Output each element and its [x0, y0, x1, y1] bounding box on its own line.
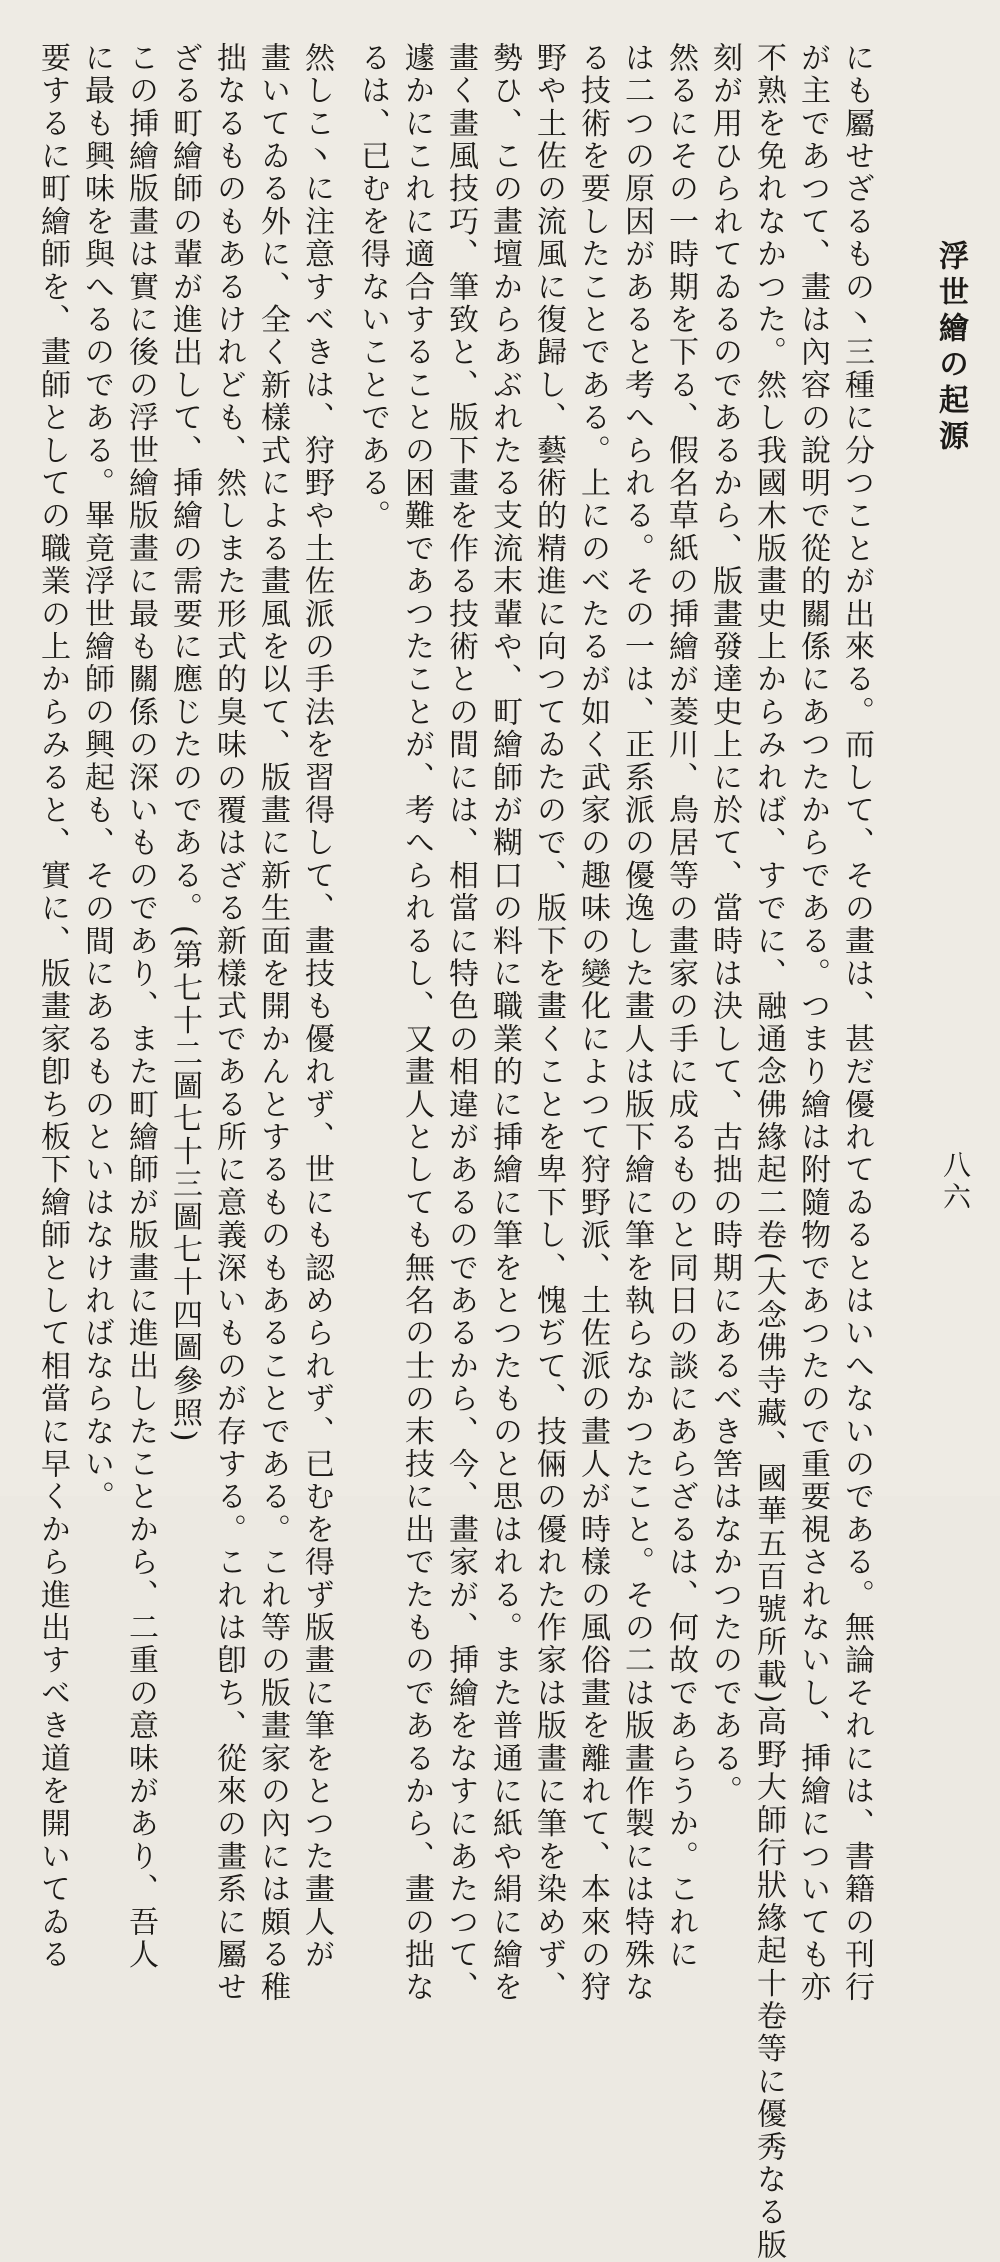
paragraph-gap	[338, 42, 350, 1462]
text-column: 野や土佐の流風に復歸し、藝術的精進に向つてゐたので、版下を畫くことを卑下し、愧ぢて、技倆の優れた作家は版畫に筆を染めず、	[531, 42, 566, 2004]
text-column: 要するに町繪師を、畫師としての職業の上からみると、實に、版畫家卽ち板下繪師として相當に早くから進出すべき道を開いてゐる	[35, 42, 70, 1972]
text-column: ざる町繪師の輩が進出して、挿繪の需要に應じたのである。(第七十二圖七十三圖七十四圖參照)	[167, 42, 202, 1445]
text-column: 拙なるものもあるけれども、然しまた形式的臭味の覆はざる新樣式である所に意義深いものが存する。これは卽ち、從來の畫系に屬せ	[211, 42, 246, 2004]
text-column: 畫いてゐる外に、全く新樣式による畫風を以て、版畫に新生面を開かんとするものもあることである。これ等の版畫家の內には頗る稚	[255, 42, 290, 2004]
text-column: にも屬せざるもの丶三種に分つことが出來る。而して、その畫は、甚だ優れてゐるとはいへないのである。無論それには、書籍の刊行	[839, 42, 874, 2004]
text-column: に最も興味を與へるのである。畢竟浮世繪師の興起も、その間にあるものといはなければならない。	[79, 42, 114, 1514]
text-column: 不熟を免れなかつた。然し我國木版畫史上からみれば、すでに、融通念佛緣起二卷(大念佛寺藏、國華五百號所載)高野大師行狀緣起十卷等に優秀なる版	[751, 42, 786, 2262]
text-column: 勢ひ、この畫壇からあぶれたる支流末輩や、町繪師が糊口の料に職業的に挿繪に筆をとつたものと思はれる。また普通に紙や絹に繪を	[487, 42, 522, 2004]
text-column: る技術を要したことである。上にのべたるが如く武家の趣味の變化によつて狩野派、土佐派の畫人が時樣の風俗畫を離れて、本來の狩	[575, 42, 610, 2004]
text-column: は二つの原因があると考へられる。その一は、正系派の優逸した畫人は版下繪に筆を執らなかつたこと。その二は版畫作製には特殊な	[619, 42, 654, 2004]
text-column: が主であつて、畫は內容の說明で從的關係にあつたからである。つまり繪は附隨物であつたので重要視されないし、挿繪についても亦	[795, 42, 830, 2004]
text-column: るは、已むを得ないことである。	[355, 42, 390, 533]
text-column: 然しこ丶に注意すべきは、狩野や土佐派の手法を習得して、畫技も優れず、世にも認められず、已むを得ず版畫に筆をとつた畫人が	[299, 42, 334, 1972]
running-title: 浮世繪の起源	[933, 240, 968, 456]
text-column: 然るにその一時期を下る、假名草紙の挿繪が菱川、鳥居等の畫家の手に成るものと同日の談にあらざるは、何故であらうか。これに	[663, 42, 698, 1972]
text-column: 刻が用ひられてゐるのであるから、版畫發達史上に於て、當時は決して、古拙の時期にあるべき筈はなかつたのである。	[707, 42, 742, 1808]
text-column: 畫く畫風技巧、筆致と、版下畫を作る技術との間には、相當に特色の相違があるのであるから、今、畫家が、挿繪をなすにあたつて、	[443, 42, 478, 2004]
text-column: 遽かにこれに適合することの困難であつたことが、考へられるし、又畫人としても無名の士の末技に出でたものであるから、畫の拙な	[399, 42, 434, 2004]
body-text	[30, 42, 878, 2262]
text-column: この挿繪版畫は實に後の浮世繪版畫に最も關係の深いものであり、また町繪師が版畫に進出したことから、二重の意味があり、吾人	[123, 42, 158, 1972]
page-number: 八六	[939, 1150, 972, 1214]
